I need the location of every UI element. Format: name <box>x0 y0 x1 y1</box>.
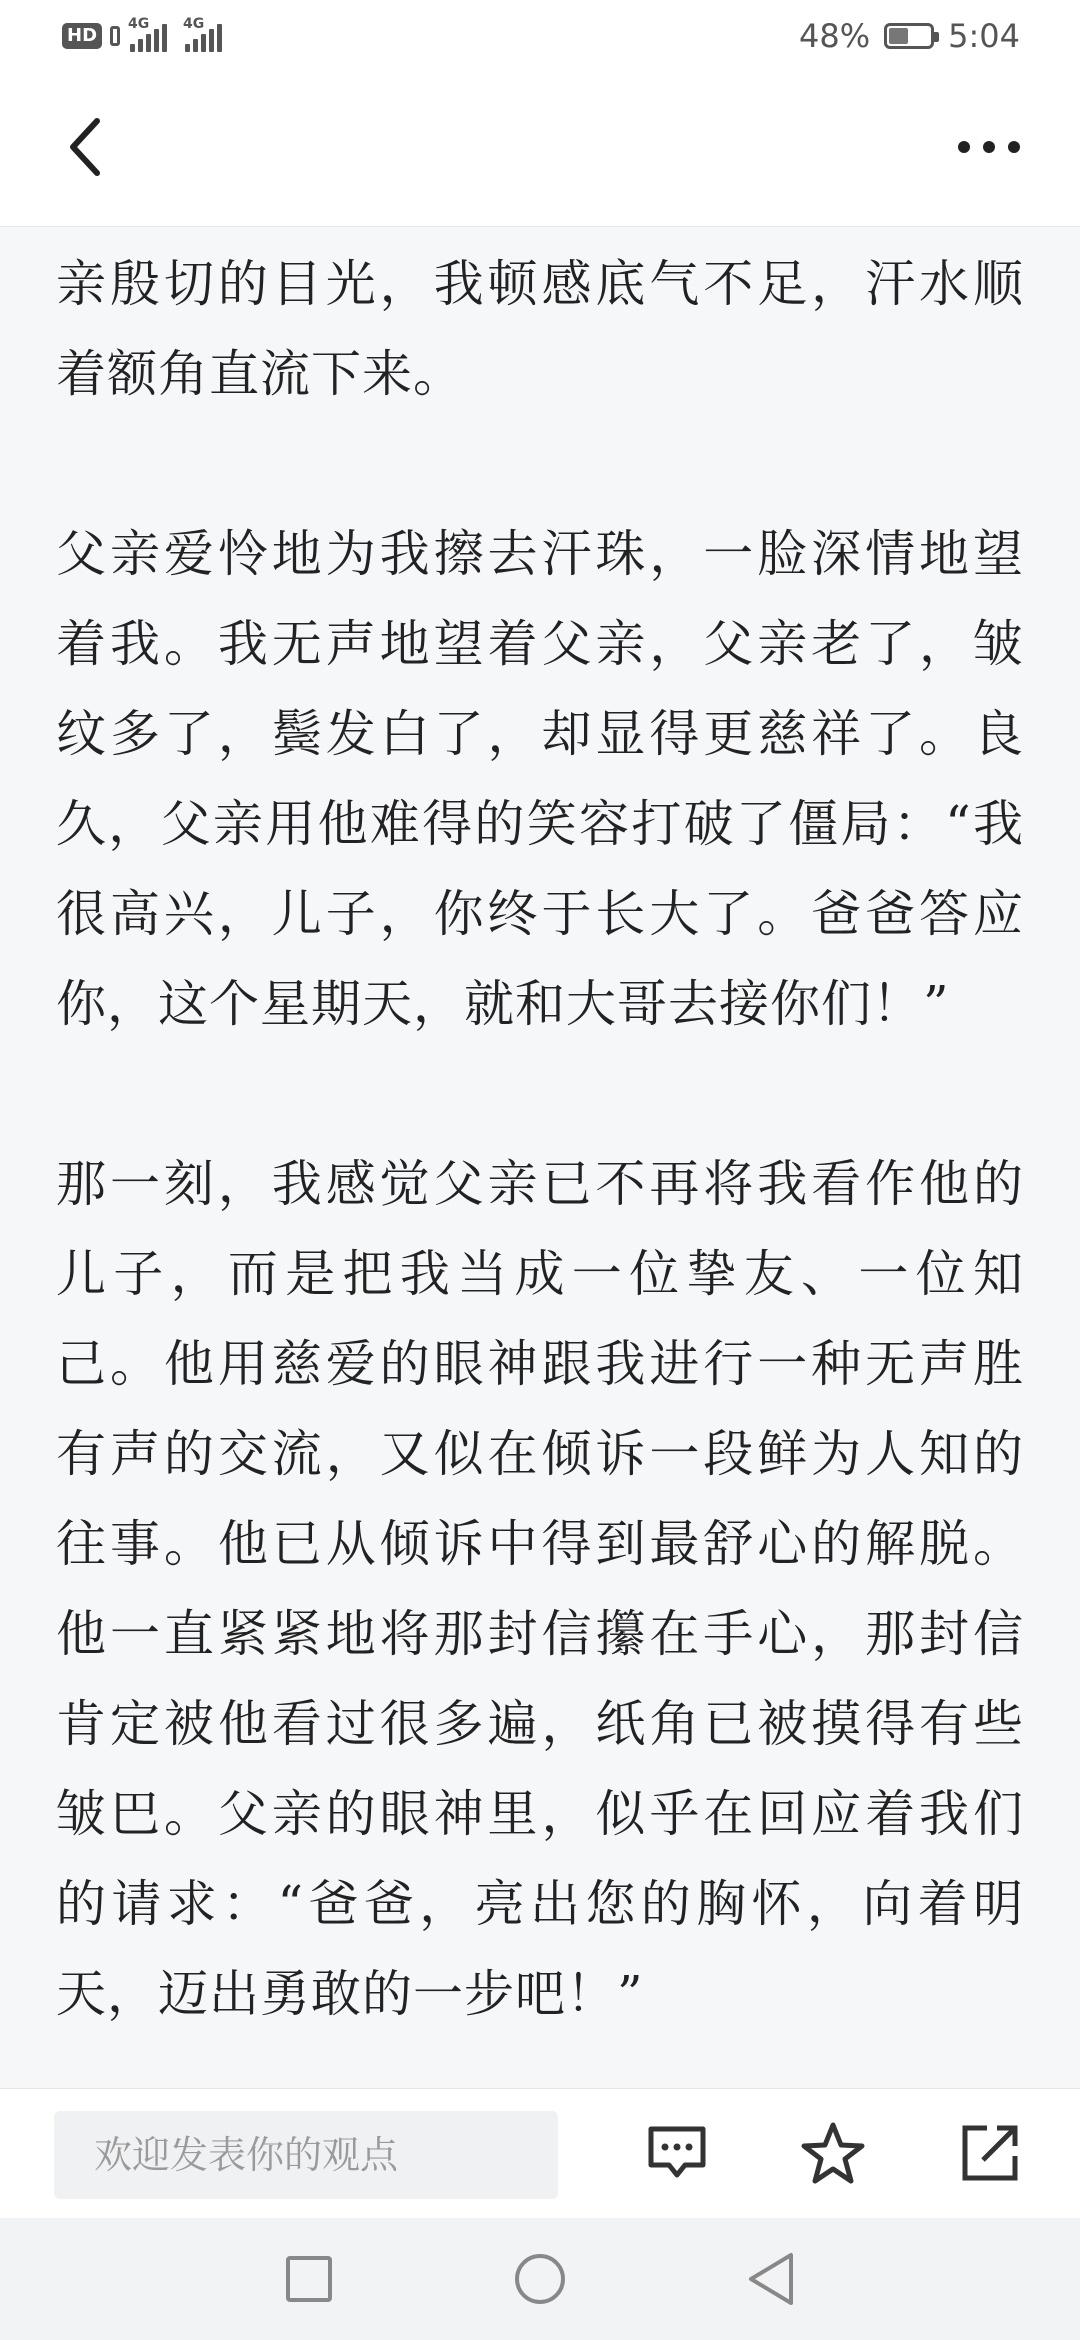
back-nav-button[interactable] <box>738 2246 804 2312</box>
comment-icon <box>645 2123 709 2183</box>
comment-input[interactable] <box>54 2111 558 2199</box>
home-icon <box>512 2251 568 2307</box>
article-paragraph: 亲殷切的目光，我顿感底气不足，汗水顺着额角直流下来。 <box>56 255 1024 403</box>
back-button[interactable] <box>50 112 120 182</box>
battery-percent: 48% <box>799 17 871 55</box>
recent-apps-button[interactable] <box>276 2246 342 2312</box>
share-icon <box>959 2122 1021 2184</box>
battery-icon <box>884 23 934 49</box>
article-paragraph: 父亲爱怜地为我擦去汗珠，一脸深情地望着我。我无声地望着父亲，父亲老了，皱纹多了，鬓发白了，却显得更慈祥了。良久，父亲用他难得的笑容打破了僵局：“我很高兴，儿子，你终于长大了。爸爸答应你，这个星期天，就和大哥去接你们！” <box>56 525 1024 1033</box>
more-horizontal-icon <box>954 137 1024 157</box>
top-nav-bar <box>0 72 1080 227</box>
chevron-left-icon <box>65 115 105 179</box>
more-button[interactable] <box>944 112 1034 182</box>
article-paragraph: 那一刻，我感觉父亲已不再将我看作他的儿子，而是把我当成一位挚友、一位知己。他用慈爱的眼神跟我进行一种无声胜有声的交流，又似在倾诉一段鲜为人知的往事。他已从倾诉中得到最舒心的解脱。他一直紧紧地将那封信攥在手心，那封信肯定被他看过很多遍，纸角已被摸得有些皱巴。父亲的眼神里，似乎在回应着我们的请求：“爸爸，亮出您的胸怀，向着明天，迈出勇敢的一步吧！” <box>56 1155 1024 2023</box>
back-triangle-icon <box>745 2251 797 2307</box>
sim-icon <box>110 26 120 46</box>
signal-icon <box>183 16 222 52</box>
clock: 5:04 <box>948 17 1020 55</box>
home-button[interactable] <box>507 2246 573 2312</box>
recent-apps-icon <box>284 2254 334 2304</box>
network-type-label: 4G <box>183 16 205 32</box>
system-nav-bar <box>0 2218 1080 2340</box>
comment-bar <box>0 2088 1080 2219</box>
signal-icon <box>128 16 167 52</box>
network-type-label: 4G <box>128 16 150 32</box>
article-content[interactable] <box>0 227 1080 2088</box>
favorite-button[interactable] <box>793 2113 873 2193</box>
hd-badge: HD <box>62 23 102 49</box>
comment-button[interactable] <box>637 2113 717 2193</box>
status-left <box>62 18 222 54</box>
status-bar <box>0 0 1080 72</box>
share-button[interactable] <box>950 2113 1030 2193</box>
status-right <box>799 14 1020 58</box>
star-icon <box>800 2121 866 2185</box>
